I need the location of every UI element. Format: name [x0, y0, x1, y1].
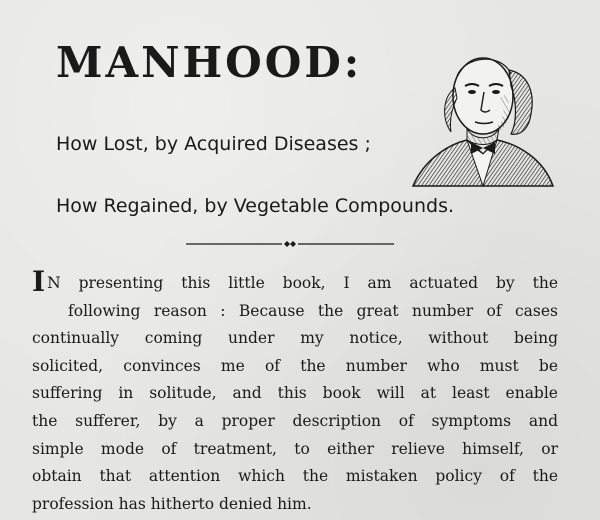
body-line-text: N presenting this little book, I am actuated by the: [47, 274, 558, 292]
page-title: MANHOOD:: [56, 38, 363, 87]
body-paragraph: [32, 265, 558, 518]
body-line: solicited, convinces me of the number who must be: [32, 356, 558, 375]
body-line: the sufferer, by a proper description of symptoms and: [32, 411, 558, 430]
body-line: [32, 265, 558, 298]
engraved-portrait-icon: [405, 36, 555, 188]
body-line: following reason : Because the great number of cases: [68, 301, 558, 320]
body-line: continually coming under my notice, without being: [32, 329, 558, 348]
subtitle-lost: How Lost, by Acquired Diseases ;: [56, 133, 371, 155]
drop-cap: I: [32, 265, 46, 298]
body-line: obtain that attention which the mistaken policy of the: [32, 467, 558, 486]
body-line: simple mode of treatment, to either relieve himself, or: [32, 439, 558, 458]
body-line: suffering in solitude, and this book will at least enable: [32, 384, 558, 403]
ornamental-rule-icon: [186, 238, 394, 250]
body-line: profession has hitherto denied him.: [32, 494, 312, 513]
subtitle-regained: How Regained, by Vegetable Compounds.: [56, 195, 455, 217]
